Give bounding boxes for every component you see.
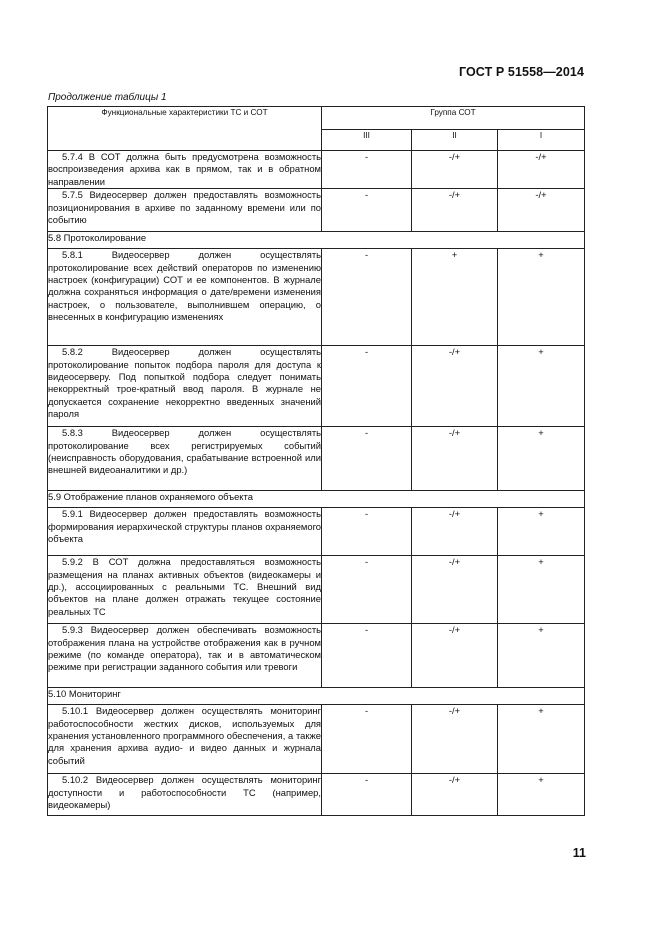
- table-row: [48, 705, 585, 774]
- value-level-iii: -: [322, 249, 412, 346]
- requirement-text-cell: [48, 556, 322, 624]
- requirement-text: 5.9.1 Видеосервер должен предоставлять возможность формирования иерархической структуры планов охраняемого объекта: [48, 508, 321, 545]
- value-level-iii: -: [322, 346, 412, 427]
- value-level-ii: -/+: [412, 151, 498, 189]
- value-level-iii: -: [322, 508, 412, 556]
- value-level-ii: -/+: [412, 508, 498, 556]
- requirement-text: 5.8.3 Видеосервер должен осуществлять протоколирование всех регистрируемых событий (неисправность оборудования, срабатывание встроенной или внешней видеоаналитики и др.): [48, 427, 321, 476]
- value-level-i: +: [498, 249, 585, 346]
- requirement-text-cell: [48, 346, 322, 427]
- value-level-ii: -/+: [412, 705, 498, 774]
- table-row: [48, 624, 585, 688]
- table-row: [48, 151, 585, 189]
- value-level-iii: -: [322, 774, 412, 816]
- table-row: [48, 774, 585, 816]
- column-header-level-ii: II: [412, 130, 498, 151]
- requirement-text-cell: [48, 774, 322, 816]
- value-level-ii: -/+: [412, 774, 498, 816]
- page-number: 11: [572, 846, 586, 860]
- requirement-text-cell: [48, 624, 322, 688]
- value-level-ii: -/+: [412, 427, 498, 491]
- value-level-i: +: [498, 427, 585, 491]
- table-row: [48, 556, 585, 624]
- value-level-i: +: [498, 556, 585, 624]
- table-row: [48, 508, 585, 556]
- column-header-group: Группа СОТ: [322, 107, 585, 130]
- value-level-i: +: [498, 705, 585, 774]
- requirement-text-cell: [48, 427, 322, 491]
- value-level-iii: -: [322, 151, 412, 189]
- table-row: [48, 189, 585, 232]
- value-level-iii: -: [322, 427, 412, 491]
- table-body: [48, 151, 585, 816]
- requirement-text: 5.7.5 Видеосервер должен предоставлять возможность позиционирования в архиве по заданному времени или по событию: [48, 189, 321, 226]
- value-level-iii: -: [322, 705, 412, 774]
- characteristics-table: [47, 106, 585, 816]
- requirement-text: 5.8.1 Видеосервер должен осуществлять протоколирование всех действий операторов по изменению настроек (конфигурации) СОТ и ее компонентов. В журнале должна сохраняться информация о дате/времени изменения настроек, о пользователе, выполнившем операцию, о внесенных в конфигурацию изменениях: [48, 249, 321, 323]
- table-row: [48, 249, 585, 346]
- column-header-characteristics: Функциональные характеристики ТС и СОТ: [48, 107, 322, 151]
- section-title: 5.10 Мониторинг: [48, 688, 585, 705]
- requirement-text: 5.9.3 Видеосервер должен обеспечивать возможность отображения плана на устройстве отображения как в ручном режиме (по команде оператора), так и в автоматическом режиме при регистрации заданного события или тревоги: [48, 624, 321, 673]
- value-level-ii: -/+: [412, 189, 498, 232]
- column-header-level-iii: III: [322, 130, 412, 151]
- value-level-i: -/+: [498, 151, 585, 189]
- requirement-text-cell: [48, 249, 322, 346]
- section-row: [48, 491, 585, 508]
- standard-designation: ГОСТ Р 51558—2014: [458, 65, 584, 79]
- table-row: [48, 427, 585, 491]
- section-title: 5.8 Протоколирование: [48, 232, 585, 249]
- value-level-iii: -: [322, 556, 412, 624]
- value-level-i: -/+: [498, 189, 585, 232]
- requirement-text: 5.10.1 Видеосервер должен осуществлять мониторинг работоспособности жестких дисков, используемых для хранения установленного программного обеспечения, а также для хранения архива аудио- и видео данных и журнала событий: [48, 705, 321, 766]
- value-level-i: +: [498, 624, 585, 688]
- requirement-text-cell: [48, 705, 322, 774]
- table-row: [48, 346, 585, 427]
- value-level-ii: -/+: [412, 624, 498, 688]
- section-row: [48, 232, 585, 249]
- value-level-i: +: [498, 774, 585, 816]
- value-level-i: +: [498, 346, 585, 427]
- requirement-text: 5.10.2 Видеосервер должен осуществлять мониторинг доступности и работоспособности ТС (например, видеокамеры): [48, 774, 321, 811]
- value-level-i: +: [498, 508, 585, 556]
- section-row: [48, 688, 585, 705]
- requirement-text: 5.9.2 В СОТ должна предоставляться возможность размещения на планах активных объектов (видеокамеры и др.), ассоциированных с реальными ТС. Внешний вид объектов на плане должен отражать текущее состояние реальных ТС: [48, 556, 321, 617]
- requirement-text-cell: [48, 151, 322, 189]
- value-level-ii: +: [412, 249, 498, 346]
- section-title: 5.9 Отображение планов охраняемого объекта: [48, 491, 585, 508]
- requirement-text: 5.7.4 В СОТ должна быть предусмотрена возможность воспроизведения архива как в прямом, так и в обратном направлении: [48, 151, 321, 187]
- value-level-iii: -: [322, 189, 412, 232]
- requirement-text-cell: [48, 189, 322, 232]
- value-level-ii: -/+: [412, 346, 498, 427]
- requirement-text: 5.8.2 Видеосервер должен осуществлять протоколирование попыток подбора пароля для доступа к видеосерверу. Под попыткой подбора следует понимать некорректный трое-кратный ввод пароля. В журнале не допускается сохранение некорректно введенных значений пароля: [48, 346, 321, 420]
- column-header-level-i: I: [498, 130, 585, 151]
- value-level-ii: -/+: [412, 556, 498, 624]
- table-continuation-caption: Продолжение таблицы 1: [48, 92, 167, 103]
- value-level-iii: -: [322, 624, 412, 688]
- requirement-text-cell: [48, 508, 322, 556]
